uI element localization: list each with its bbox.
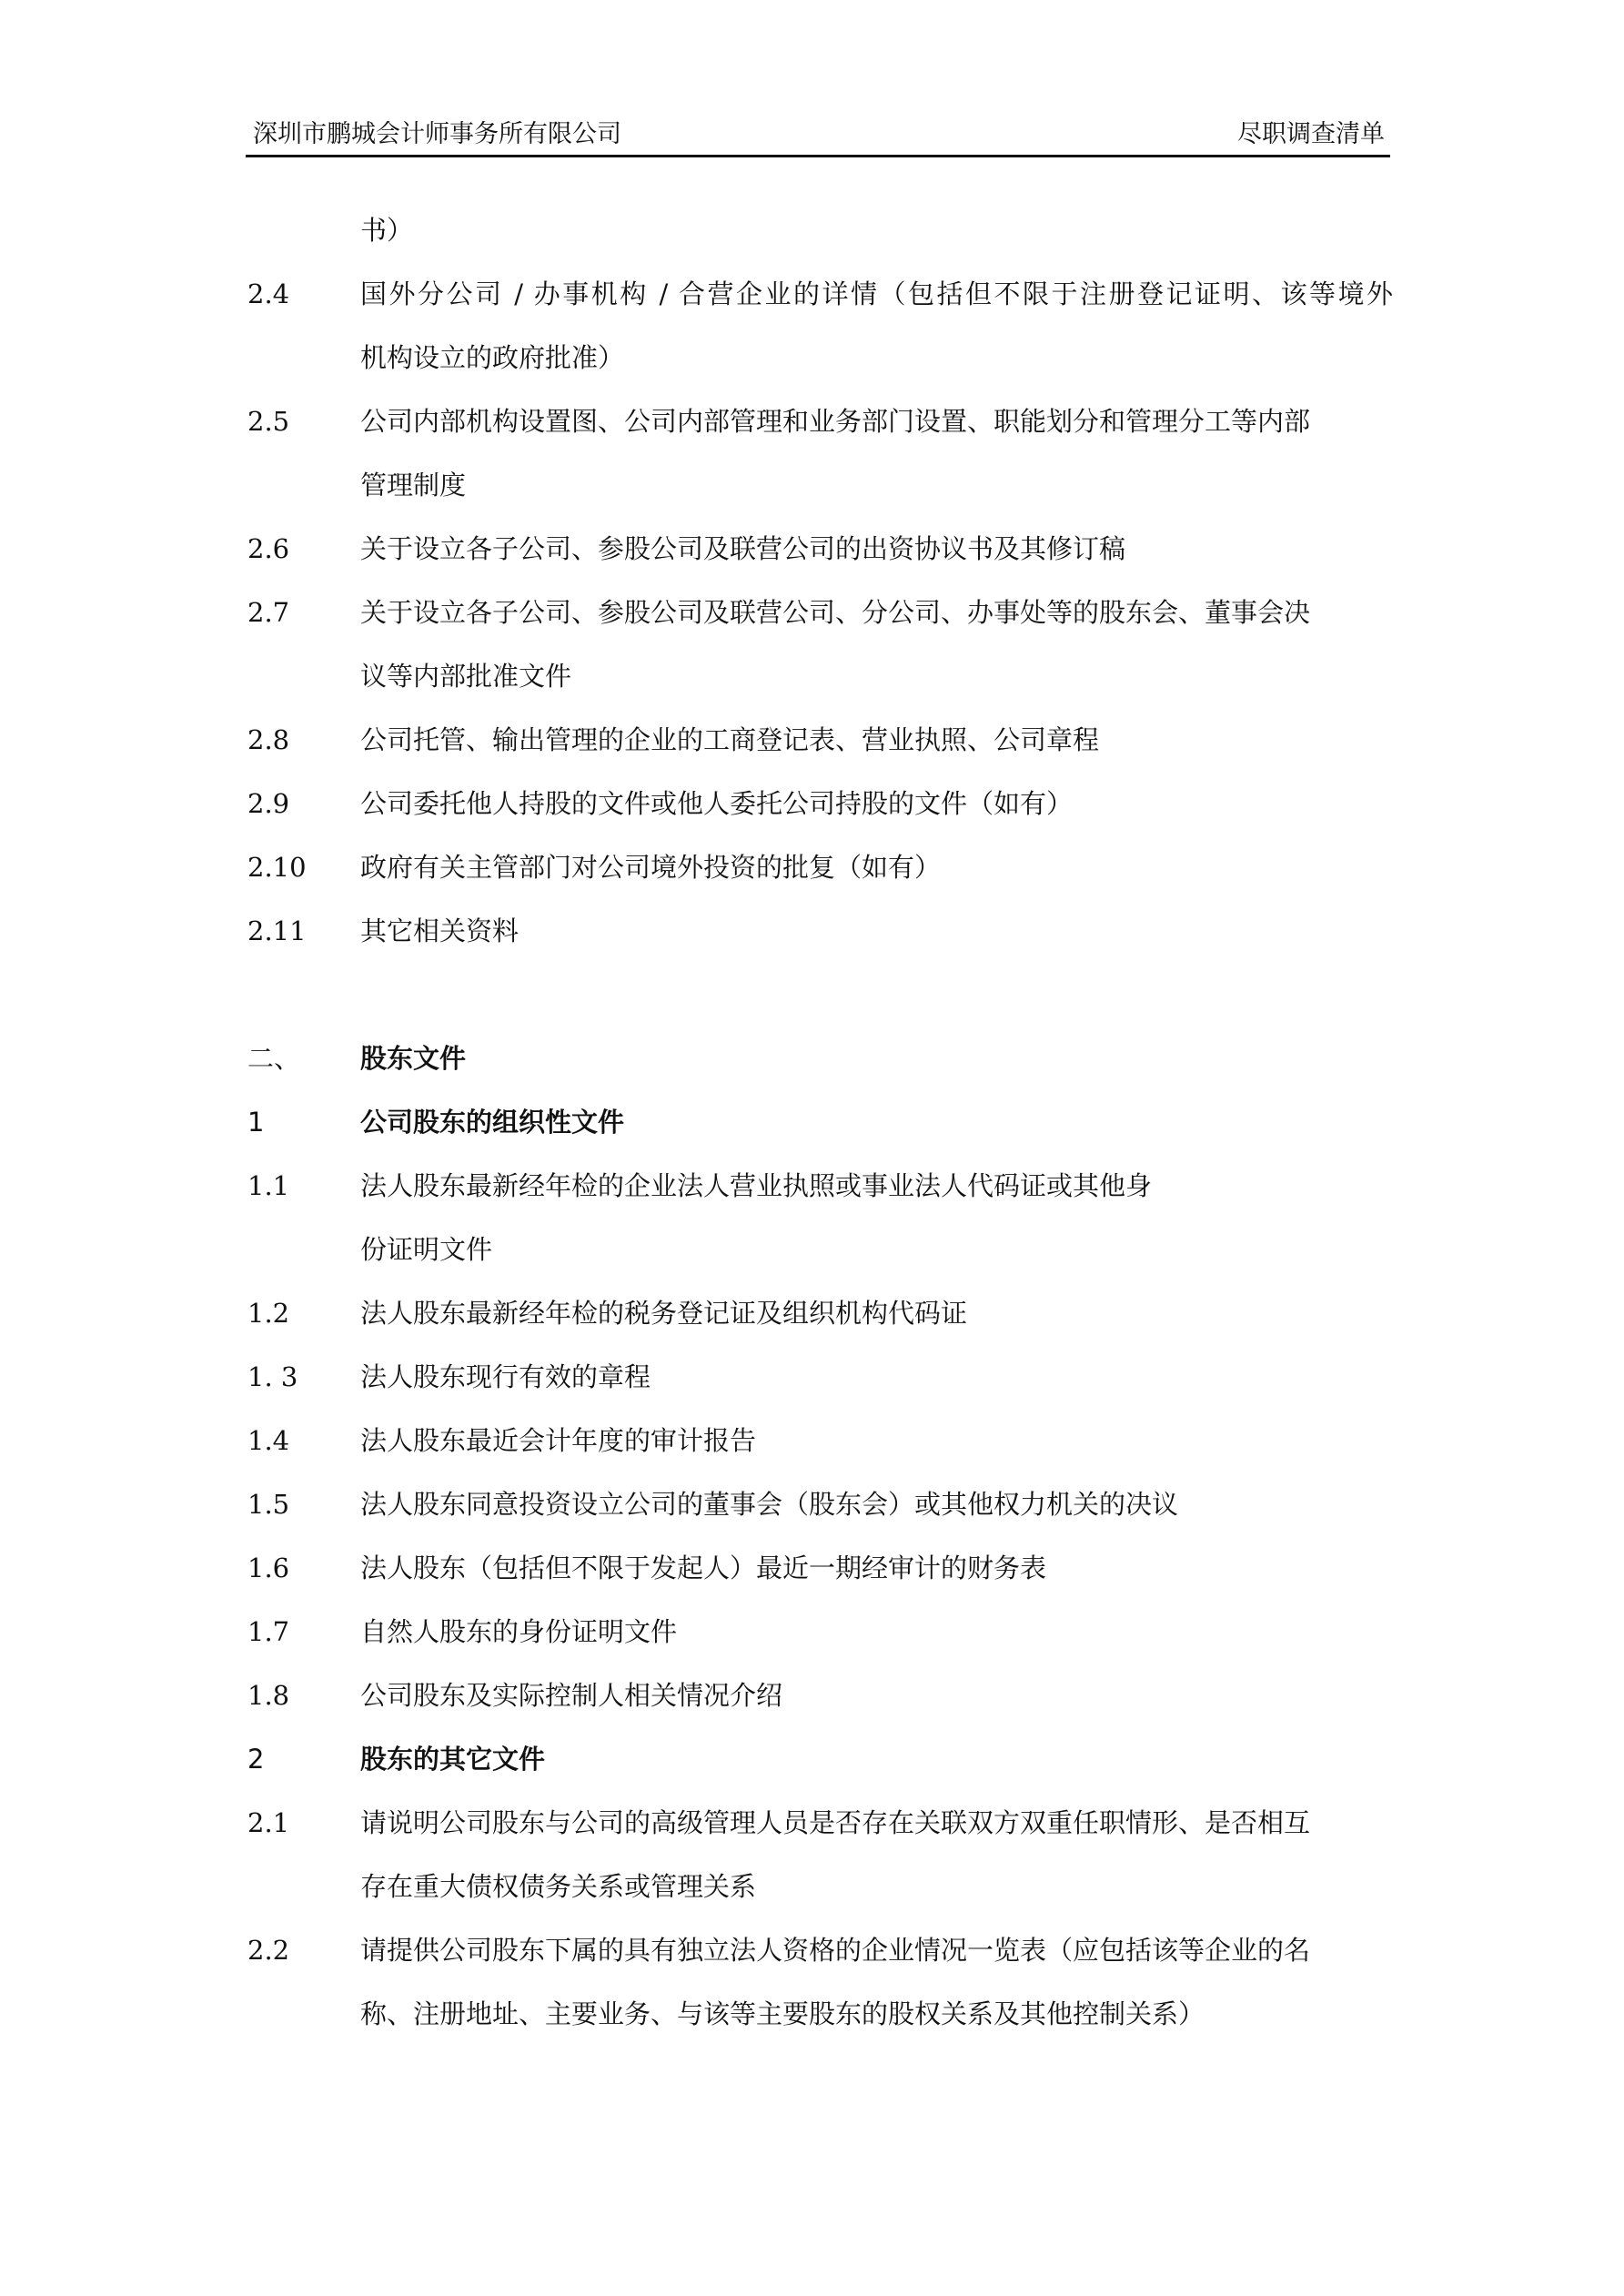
item-text-line: 称、注册地址、主要业务、与该等主要股东的股权关系及其他控制关系） <box>360 1998 1205 2029</box>
page-header <box>246 113 1390 157</box>
item-text <box>360 262 1393 389</box>
item-text <box>360 835 1393 899</box>
item-text <box>360 1154 1393 1281</box>
item-text-line: 议等内部批准文件 <box>360 661 572 692</box>
item-text <box>360 1536 1393 1600</box>
item-text-line: 法人股东现行有效的章程 <box>360 1361 651 1392</box>
item-number: 2.6 <box>247 533 290 564</box>
item-text-line: 公司内部机构设置图、公司内部管理和业务部门设置、职能划分和管理分工等内部 <box>360 406 1311 437</box>
item-number: 2.7 <box>247 597 290 628</box>
item-number: 2.5 <box>247 406 290 437</box>
item-text-line: 书） <box>360 215 414 246</box>
item-text <box>360 1409 1393 1472</box>
item-number: 1.8 <box>247 1680 290 1711</box>
item-number: 1.7 <box>247 1616 290 1647</box>
item-text <box>360 1664 1393 1727</box>
item-text-line: 公司托管、输出管理的企业的工商登记表、营业执照、公司章程 <box>360 724 1100 755</box>
item-number: 2.11 <box>247 915 307 946</box>
item-text-line: 请提供公司股东下属的具有独立法人资格的企业情况一览表（应包括该等企业的名 <box>360 1935 1311 1966</box>
item-text-line: 国外分公司 / 办事机构 / 合营企业的详情（包括但不限于注册登记证明、该等境外 <box>360 278 1393 309</box>
item-number: 2.9 <box>247 788 290 819</box>
item-text-line: 机构设立的政府批准） <box>360 342 625 373</box>
item-text-line: 法人股东同意投资设立公司的董事会（股东会）或其他权力机关的决议 <box>360 1489 1179 1520</box>
item-number: 1 <box>247 1107 265 1138</box>
item-text-line: 法人股东最新经年检的企业法人营业执照或事业法人代码证或其他身 <box>360 1170 1153 1201</box>
item-text-line: 管理制度 <box>360 470 467 501</box>
item-text <box>360 198 1393 262</box>
item-text <box>360 899 1393 963</box>
header-company-name: 深圳市鹏城会计师事务所有限公司 <box>253 120 621 148</box>
item-number: 2.8 <box>247 724 290 755</box>
item-text-line: 份证明文件 <box>360 1234 493 1265</box>
item-number: 1.4 <box>247 1425 290 1456</box>
item-text-line: 关于设立各子公司、参股公司及联营公司的出资协议书及其修订稿 <box>360 533 1126 564</box>
item-text-line: 股东文件 <box>360 1043 467 1074</box>
item-number: 1.2 <box>247 1298 290 1329</box>
item-text <box>360 1918 1393 2046</box>
item-text-line: 法人股东（包括但不限于发起人）最近一期经审计的财务表 <box>360 1553 1047 1583</box>
item-text-line: 关于设立各子公司、参股公司及联营公司、分公司、办事处等的股东会、董事会决 <box>360 597 1311 628</box>
item-number: 2.1 <box>247 1807 290 1838</box>
item-text-line: 其它相关资料 <box>360 915 519 946</box>
item-number: 2 <box>247 1744 265 1775</box>
item-text <box>360 1727 1393 1791</box>
item-text <box>360 1345 1393 1409</box>
item-number: 1.5 <box>247 1489 290 1520</box>
item-text-line: 公司委托他人持股的文件或他人委托公司持股的文件（如有） <box>360 788 1074 819</box>
item-text <box>360 1600 1393 1664</box>
item-text <box>360 1791 1393 1918</box>
item-text <box>360 389 1393 517</box>
item-text-line: 公司股东及实际控制人相关情况介绍 <box>360 1680 783 1711</box>
item-text-line: 请说明公司股东与公司的高级管理人员是否存在关联双方双重任职情形、是否相互 <box>360 1807 1311 1838</box>
item-text <box>360 517 1393 581</box>
item-number: 2.10 <box>247 852 307 883</box>
item-text-line: 法人股东最近会计年度的审计报告 <box>360 1425 757 1456</box>
item-number: 2.4 <box>247 278 290 309</box>
item-text-line: 政府有关主管部门对公司境外投资的批复（如有） <box>360 852 942 883</box>
item-text <box>360 708 1393 772</box>
item-number: 1. 3 <box>247 1361 298 1392</box>
item-text-line: 存在重大债权债务关系或管理关系 <box>360 1871 757 1902</box>
item-number: 2.2 <box>247 1935 290 1966</box>
item-text-line: 股东的其它文件 <box>360 1744 546 1775</box>
item-number: 1.1 <box>247 1170 290 1201</box>
item-text-line: 自然人股东的身份证明文件 <box>360 1616 678 1647</box>
item-text <box>360 1090 1393 1154</box>
item-text <box>360 772 1393 835</box>
header-document-title: 尽职调查清单 <box>1237 120 1385 148</box>
item-number: 1.6 <box>247 1553 290 1583</box>
item-number: 二、 <box>247 1043 301 1074</box>
item-text-line: 公司股东的组织性文件 <box>360 1107 625 1138</box>
item-text <box>360 1027 1393 1090</box>
item-text <box>360 581 1393 708</box>
item-text <box>360 1281 1393 1345</box>
item-text <box>360 1472 1393 1536</box>
item-text-line: 法人股东最新经年检的税务登记证及组织机构代码证 <box>360 1298 968 1329</box>
